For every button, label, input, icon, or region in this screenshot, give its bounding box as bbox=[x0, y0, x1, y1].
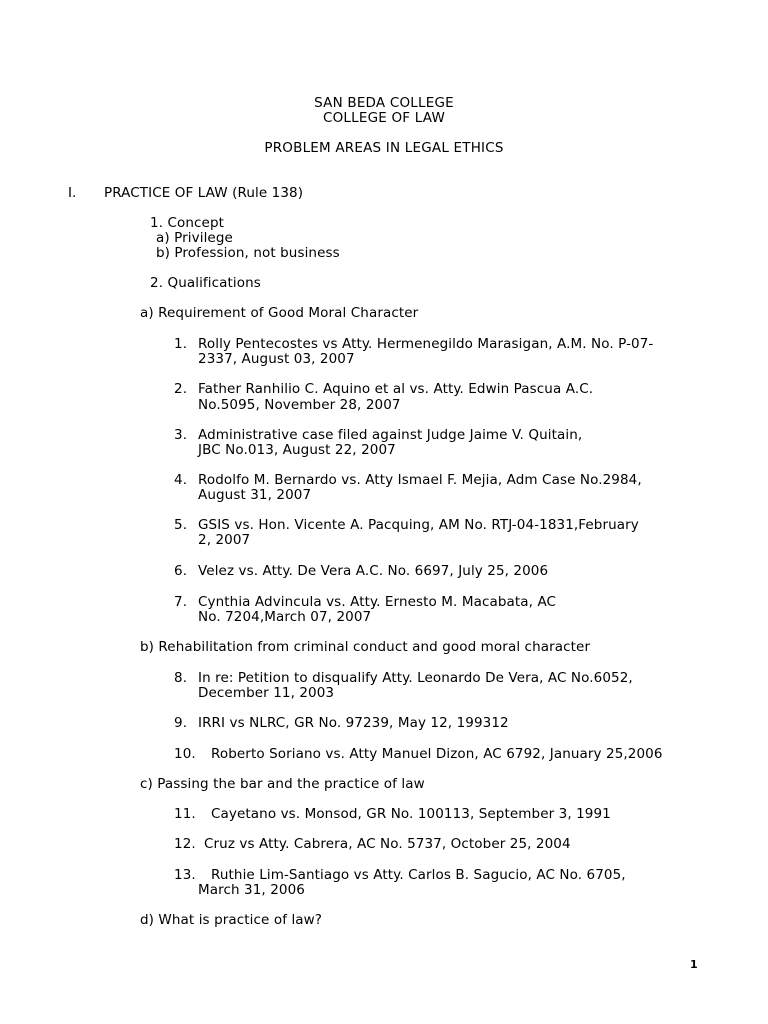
subsection-d: d) What is practice of law? bbox=[140, 912, 323, 928]
header-school: SAN BEDA COLLEGE bbox=[314, 95, 454, 111]
case-line: No.5095, November 28, 2007 bbox=[198, 397, 401, 413]
section-title: PRACTICE OF LAW (Rule 138) bbox=[104, 185, 304, 201]
case-number: 2. bbox=[174, 381, 188, 397]
case-number: 1. bbox=[174, 336, 188, 352]
case-line: Cynthia Advincula vs. Atty. Ernesto M. Macabata, AC bbox=[198, 594, 557, 610]
header-college: COLLEGE OF LAW bbox=[322, 110, 446, 126]
case-line: 2337, August 03, 2007 bbox=[198, 351, 355, 367]
topic-privilege: a) Privilege bbox=[156, 230, 233, 246]
subsection-a: a) Requirement of Good Moral Character bbox=[140, 305, 419, 321]
case-number: 4. bbox=[174, 472, 188, 488]
case-line: IRRI vs NLRC, GR No. 97239, May 12, 199312 bbox=[198, 715, 509, 731]
case-number: 8. bbox=[174, 670, 188, 686]
case-line: Administrative case filed against Judge Jaime V. Quitain, bbox=[198, 427, 583, 443]
case-number: 6. bbox=[174, 563, 188, 579]
case-line: Father Ranhilio C. Aquino et al vs. Atty. Edwin Pascua A.C. bbox=[198, 381, 594, 397]
case-line: Roberto Soriano vs. Atty Manuel Dizon, AC 6792, January 25,2006 bbox=[211, 746, 663, 762]
case-line: Cayetano vs. Monsod, GR No. 100113, September 3, 1991 bbox=[211, 806, 611, 822]
document-title: PROBLEM AREAS IN LEGAL ETHICS bbox=[264, 140, 504, 156]
case-line: GSIS vs. Hon. Vicente A. Pacquing, AM No. RTJ-04-1831,February bbox=[198, 517, 639, 533]
case-line: No. 7204,March 07, 2007 bbox=[198, 609, 372, 625]
case-line: 2, 2007 bbox=[198, 532, 251, 548]
case-line: August 31, 2007 bbox=[198, 487, 312, 503]
case-line: Velez vs. Atty. De Vera A.C. No. 6697, July 25, 2006 bbox=[198, 563, 549, 579]
case-number: 9. bbox=[174, 715, 188, 731]
case-number: 11. bbox=[174, 806, 196, 822]
case-line: March 31, 2006 bbox=[198, 882, 305, 898]
case-number: 12. bbox=[174, 836, 196, 852]
case-line: Rolly Pentecostes vs Atty. Hermenegildo Marasigan, A.M. No. P-07- bbox=[198, 336, 654, 352]
case-line: December 11, 2003 bbox=[198, 685, 335, 701]
subsection-b: b) Rehabilitation from criminal conduct and good moral character bbox=[140, 639, 591, 655]
case-number: 7. bbox=[174, 594, 188, 610]
case-line: Rodolfo M. Bernardo vs. Atty Ismael F. Mejia, Adm Case No.2984, bbox=[198, 472, 642, 488]
case-line: Cruz vs Atty. Cabrera, AC No. 5737, October 25, 2004 bbox=[204, 836, 571, 852]
subsection-c: c) Passing the bar and the practice of law bbox=[140, 776, 425, 792]
topic-profession: b) Profession, not business bbox=[156, 245, 340, 261]
case-number: 10. bbox=[174, 746, 196, 762]
case-line: In re: Petition to disqualify Atty. Leonardo De Vera, AC No.6052, bbox=[198, 670, 633, 686]
page-number: 1 bbox=[690, 958, 698, 971]
case-number: 5. bbox=[174, 517, 188, 533]
case-number: 3. bbox=[174, 427, 188, 443]
topic-concept: 1. Concept bbox=[150, 215, 225, 231]
topic-qualifications: 2. Qualifications bbox=[150, 275, 261, 291]
case-line: Ruthie Lim-Santiago vs Atty. Carlos B. Sagucio, AC No. 6705, bbox=[211, 867, 626, 883]
case-number: 13. bbox=[174, 867, 196, 883]
case-line: JBC No.013, August 22, 2007 bbox=[198, 442, 396, 458]
section-numeral: I. bbox=[68, 185, 77, 201]
